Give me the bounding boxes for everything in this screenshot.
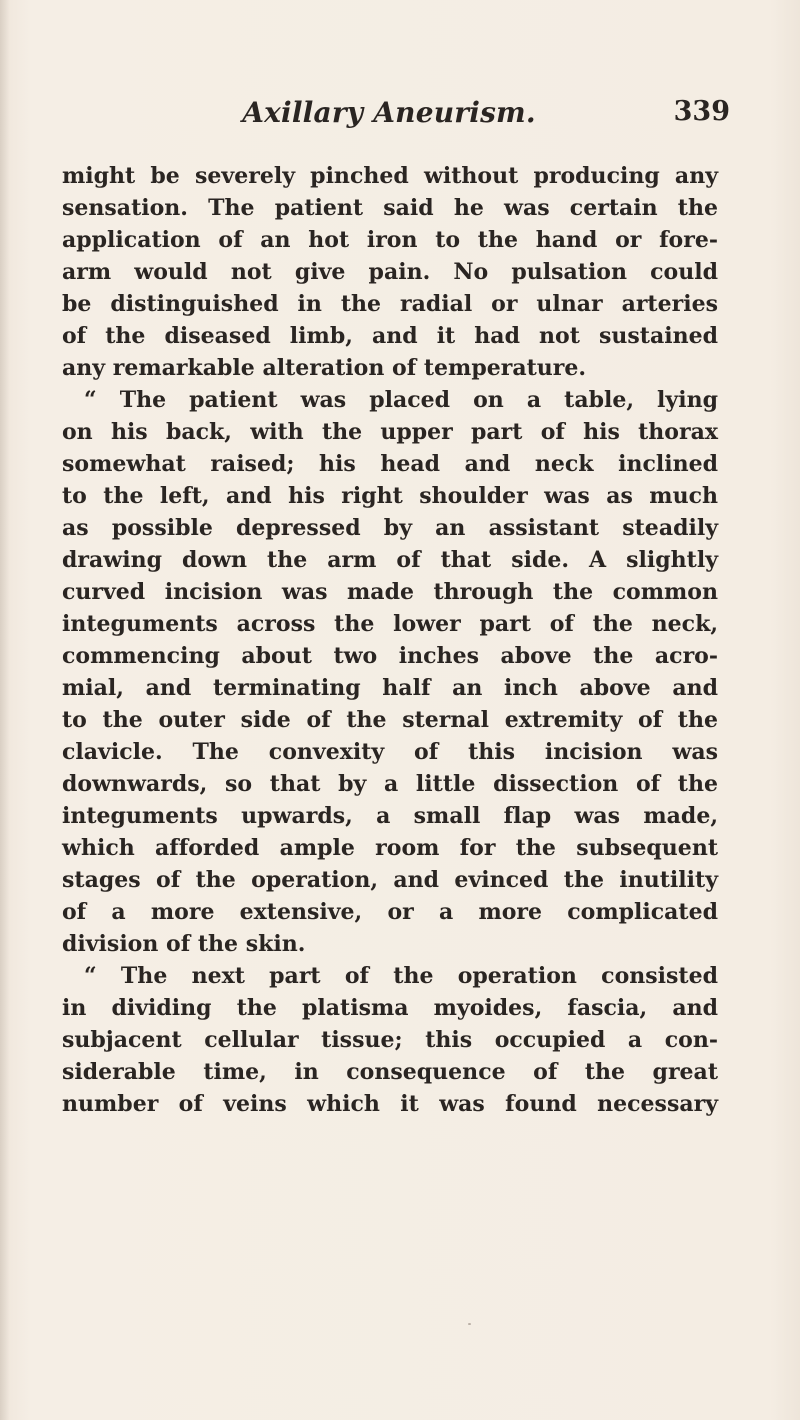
page-number: 339 [673,96,730,127]
text-line: of a more extensive, or a more complicated [62,899,718,925]
text-line: as possible depressed by an assistant steadily [62,515,718,541]
text-line: on his back, with the upper part of his thorax [62,419,718,445]
text-line: any remarkable alteration of temperature. [62,355,587,381]
text-line: which afforded ample room for the subsequent [62,835,718,861]
text-line: somewhat raised; his head and neck inclined [62,451,718,477]
text-line: might be severely pinched without producing any [62,163,718,189]
page-binding-shadow [0,0,10,1420]
text-line: integuments across the lower part of the neck, [62,611,718,637]
text-line: to the left, and his right shoulder was as much [62,483,718,509]
text-line: in dividing the platisma myoides, fascia, and [62,995,718,1021]
text-line: division of the skin. [62,931,306,957]
text-line: clavicle. The convexity of this incision was [62,739,718,765]
body-text [62,160,730,1160]
text-line: drawing down the arm of that side. A slightly [62,547,718,573]
text-line: downwards, so that by a little dissection of the [62,771,718,797]
page-header [62,96,730,140]
text-line: “ The next part of the operation consisted [84,963,718,989]
paper-mark [468,1323,471,1325]
text-line: commencing about two inches above the acro- [62,643,718,669]
text-line: number of veins which it was found necessary [62,1091,718,1117]
text-line: stages of the operation, and evinced the inutility [62,867,718,893]
text-line: integuments upwards, a small flap was made, [62,803,718,829]
text-line: sensation. The patient said he was certain the [62,195,718,221]
text-line: to the outer side of the sternal extremity of the [62,707,718,733]
text-line: arm would not give pain. No pulsation could [62,259,718,285]
text-line: of the diseased limb, and it had not sustained [62,323,718,349]
text-line: curved incision was made through the common [62,579,718,605]
text-line: be distinguished in the radial or ulnar arteries [62,291,718,317]
text-line: application of an hot iron to the hand or fore- [62,227,718,253]
text-line: siderable time, in consequence of the great [62,1059,718,1085]
text-line: subjacent cellular tissue; this occupied a con- [62,1027,718,1053]
text-line: mial, and terminating half an inch above and [62,675,718,701]
text-line: “ The patient was placed on a table, lying [84,387,718,413]
running-head: Axillary Aneurism. [242,96,536,129]
